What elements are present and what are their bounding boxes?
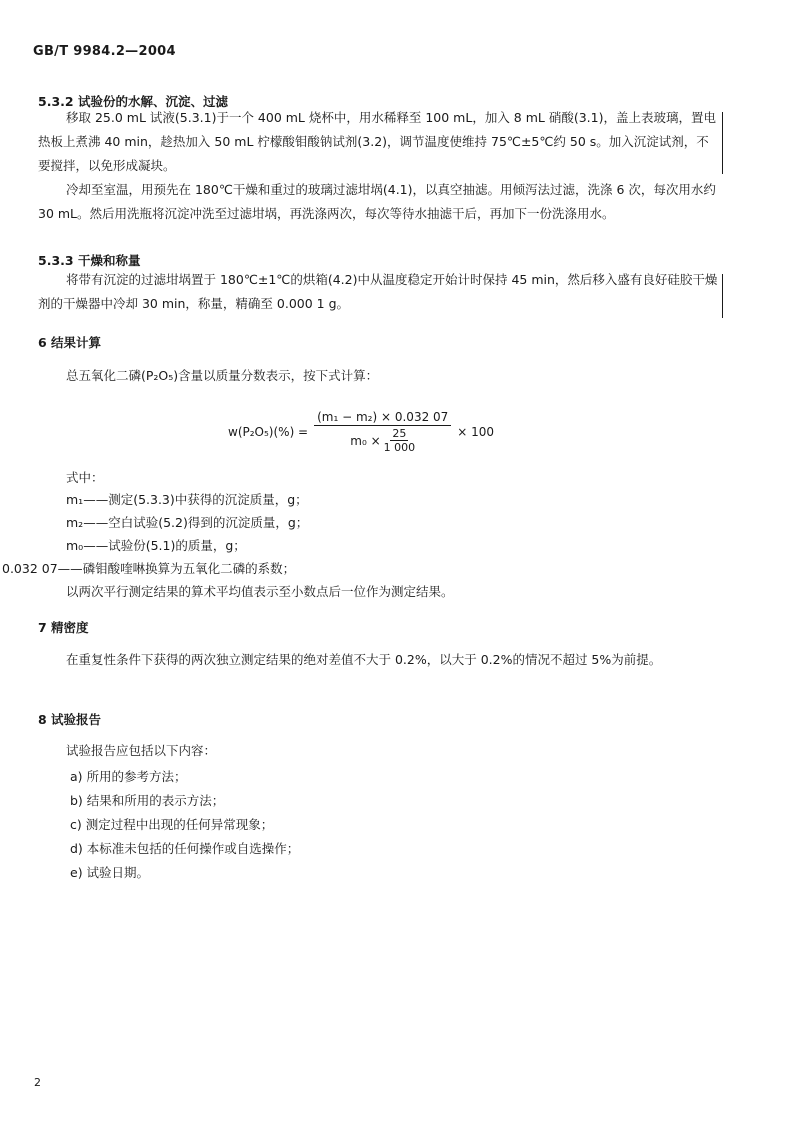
section-7-title: 7 精密度 [38, 620, 89, 635]
formula-lhs: w(P₂O₅)(%) = [228, 425, 309, 439]
definition-m0: m₀——试验份(5.1)的质量，g； [66, 538, 246, 553]
section-8-intro: 试验报告应包括以下内容： [66, 743, 217, 758]
section-6-intro: 总五氧化二磷(P₂O₅)含量以质量分数表示，按下式计算： [66, 368, 379, 383]
section-5-3-2-paragraph-1: 移取 25.0 mL 试液(5.3.1)于一个 400 mL 烧杯中，用水稀释至 100 mL，加入 8 mL 硝酸(3.1)，盖上表玻璃，置电热板上煮沸 40 min，趁热加入 50 mL 柠檬酸钼酸钠试剂(3.2)，调节温度使维持 75℃±5℃约 50 s。加入沉淀试剂，不要搅拌，以免形成凝块。 [38, 110, 716, 173]
section-6-note: 以两次平行测定结果的算术平均值表示至小数点后一位作为测定结果。 [66, 584, 454, 599]
formula-den-left: m₀ × [350, 433, 381, 448]
definition-m2: m₂——空白试验(5.2)得到的沉淀质量，g； [66, 515, 309, 530]
formula-fraction [314, 410, 451, 454]
section-5-3-2-title: 5.3.2 试验份的水解、沉淀、过滤 [38, 94, 228, 109]
section-5-3-3-paragraph-1: 将带有沉淀的过滤坩埚置于 180℃±1℃的烘箱(4.2)中从温度稳定开始计时保持 45 min，然后移入盛有良好硅胶干燥剂的干燥器中冷却 30 min，称量，精确至 0.000 1 g。 [38, 272, 718, 311]
section-5-3-2-paragraph-2: 冷却至室温，用预先在 180℃干燥和重过的玻璃过滤坩埚(4.1)，以真空抽滤。用倾泻法过滤，洗涤 6 次，每次用水约 30 mL。然后用洗瓶将沉淀冲洗至过滤坩埚，再洗涤两次，每次等待水抽滤干后，再加下一份洗涤用水。 [38, 182, 716, 221]
formula-denominator [350, 426, 415, 454]
report-item: c) 测定过程中出现的任何异常现象； [70, 817, 274, 832]
formula-rhs: × 100 [457, 425, 495, 439]
report-item: a) 所用的参考方法； [70, 769, 187, 784]
standard-number-header: GB/T 9984.2—2004 [33, 44, 176, 59]
section-6-title: 6 结果计算 [38, 335, 102, 350]
report-item: b) 结果和所用的表示方法； [70, 793, 225, 808]
section-5-3-3-title: 5.3.3 干燥和称量 [38, 253, 141, 268]
result-formula [228, 410, 494, 454]
section-7-paragraph: 在重复性条件下获得的两次独立测定结果的绝对差值不大于 0.2%，以大于 0.2%的情况不超过 5%为前提。 [66, 652, 662, 667]
where-label: 式中： [66, 470, 104, 485]
report-item: e) 试验日期。 [70, 865, 150, 880]
definition-m1: m₁——测定(5.3.3)中获得的沉淀质量，g； [66, 492, 308, 507]
section-8-title: 8 试验报告 [38, 712, 102, 727]
page-number: 2 [34, 1076, 41, 1089]
formula-numerator: (m₁ − m₂) × 0.032 07 [314, 410, 451, 426]
formula-sub-denominator: 1 000 [383, 441, 416, 454]
margin-change-bar [722, 274, 723, 318]
margin-change-bar [722, 112, 723, 174]
formula-sub-fraction [384, 427, 416, 454]
formula-sub-numerator: 25 [392, 427, 407, 440]
report-item: d) 本标准未包括的任何操作或自选操作； [70, 841, 300, 856]
definition-coefficient: 0.032 07——磷钼酸喹啉换算为五氧化二磷的系数； [2, 561, 296, 576]
variable-definitions [66, 490, 308, 559]
